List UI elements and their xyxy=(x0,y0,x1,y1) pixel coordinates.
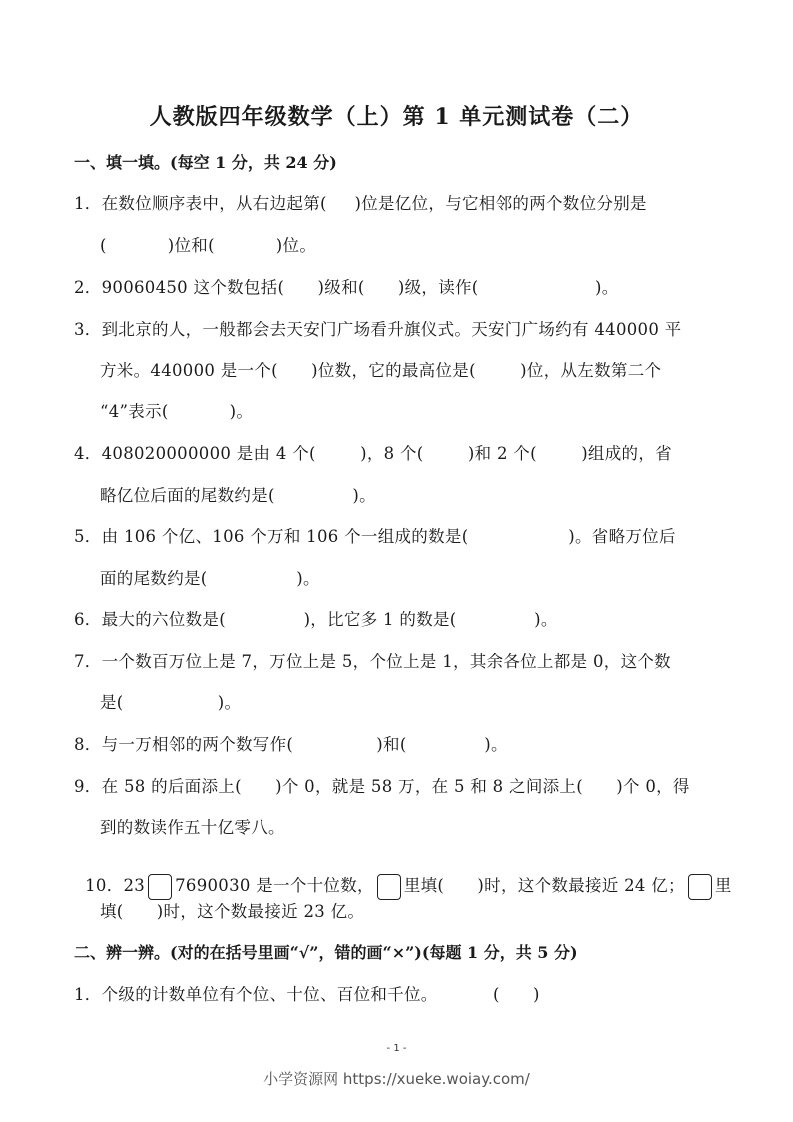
question-10-part3: 里填( )时，这个数最接近 24 亿； xyxy=(403,876,685,895)
question-4: 4．408020000000 是由 4 个( )，8 个( )和 2 个( )组成的，省 xyxy=(74,444,672,463)
judge-question-1: 1．个级的计数单位有个位、十位、百位和千位。 ( ) xyxy=(74,985,540,1004)
question-9: 9．在 58 的后面添上( )个 0，就是 58 万，在 5 和 8 之间添上( )个 0，得 xyxy=(74,777,690,796)
question-6: 6．最大的六位数是( )，比它多 1 的数是( )。 xyxy=(74,610,558,629)
question-9-cont: 到的数读作五十亿零八。 xyxy=(100,818,285,837)
page-number: - 1 - xyxy=(386,1043,407,1054)
question-2: 2．90060450 这个数包括( )级和( )级，读作( )。 xyxy=(74,278,619,297)
question-10-part1: 10．23 xyxy=(85,876,146,895)
question-4-cont: 略亿位后面的尾数约是( )。 xyxy=(100,486,376,505)
question-10 xyxy=(74,853,732,900)
question-8: 8．与一万相邻的两个数写作( )和( )。 xyxy=(74,735,508,754)
question-7: 7．一个数百万位上是 7，万位上是 5，个位上是 1，其余各位上都是 0，这个数 xyxy=(74,652,671,671)
question-10-part2: 7690030 是一个十位数， xyxy=(175,876,374,895)
question-3-cont: 方米。440000 是一个( )位数，它的最高位是( )位，从左数第二个 xyxy=(100,361,662,380)
blank-box-3[interactable] xyxy=(688,874,712,900)
blank-box-1[interactable] xyxy=(148,874,172,900)
section-1-heading: 一、填一填。(每空 1 分，共 24 分) xyxy=(74,153,337,172)
question-1: 1．在数位顺序表中，从右边起第( )位是亿位，与它相邻的两个数位分别是 xyxy=(74,194,647,213)
question-1-cont: ( )位和( )位。 xyxy=(100,236,317,255)
section-2-heading: 二、辨一辨。(对的在括号里画“√”，错的画“×”)(每题 1 分，共 5 分) xyxy=(74,943,578,962)
question-10-cont: 填( )时，这个数最接近 23 亿。 xyxy=(100,902,365,921)
footer-watermark: 小学资源网 https://xueke.woiay.com/ xyxy=(263,1070,530,1088)
question-3: 3．到北京的人，一般都会去天安门广场看升旗仪式。天安门广场约有 440000 平 xyxy=(74,320,682,339)
question-7-cont: 是( )。 xyxy=(100,693,242,712)
question-10-part4: 里 xyxy=(714,876,732,895)
question-5-cont: 面的尾数约是( )。 xyxy=(100,569,320,588)
question-5: 5．由 106 个亿、106 个万和 106 个一组成的数是( )。省略万位后 xyxy=(74,527,676,546)
question-3-cont2: “4”表示( )。 xyxy=(100,402,254,421)
blank-box-2[interactable] xyxy=(377,874,401,900)
page-title: 人教版四年级数学（上）第 1 单元测试卷（二） xyxy=(149,104,644,130)
